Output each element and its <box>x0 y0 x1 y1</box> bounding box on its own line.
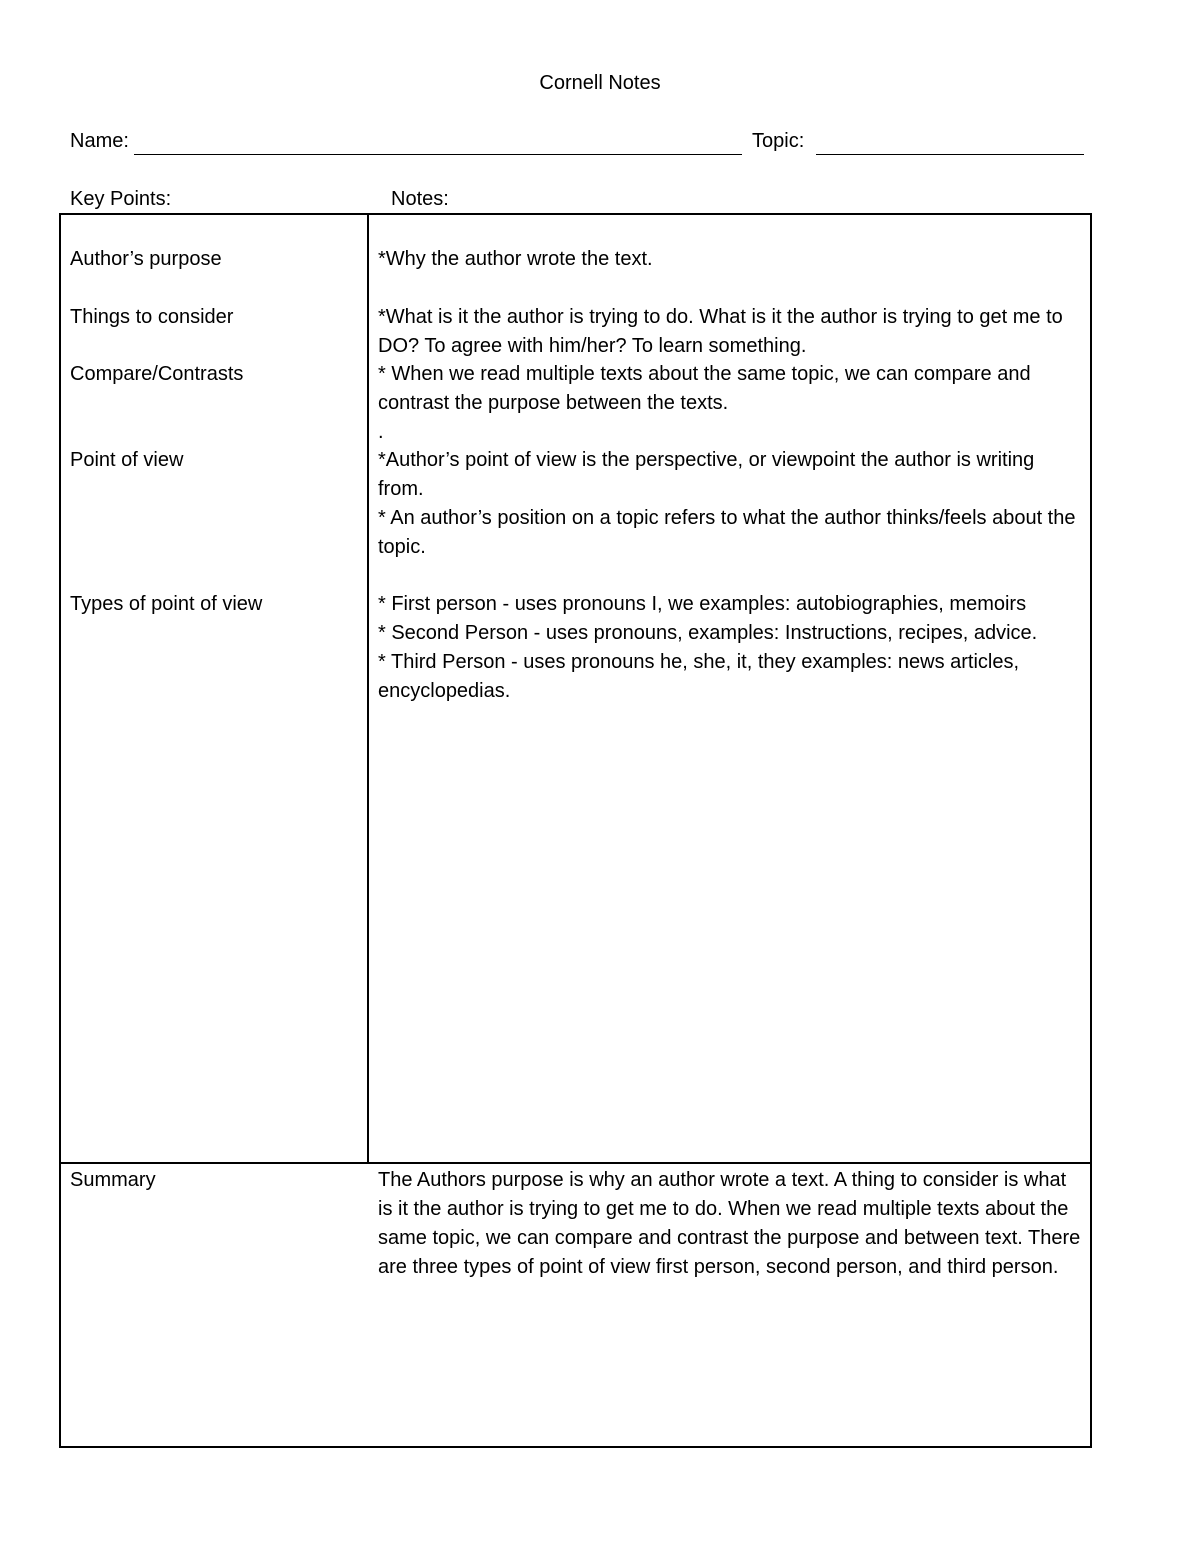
name-label: Name: <box>70 130 129 152</box>
column-divider <box>367 213 369 1163</box>
summary-text: The Authors purpose is why an author wrote a text. A thing to consider is what is it the author is trying to get me to do. When we read multiple texts about the same topic, we can compare and contrast the purpose and between text. There are three types of point of view first person, second person, and third person. <box>378 1169 1081 1278</box>
key-point: Things to consider <box>70 306 234 328</box>
key-points-header: Key Points: <box>70 188 172 210</box>
note-line: . <box>378 421 384 443</box>
notes-header: Notes: <box>391 188 449 210</box>
note-line: * First person - uses pronouns I, we examples: autobiographies, memoirs <box>378 593 1027 615</box>
note-block <box>378 360 1083 447</box>
note-line: *Author’s point of view is the perspective, or viewpoint the author is writing from. <box>378 449 1035 500</box>
topic-field-line[interactable] <box>816 154 1084 155</box>
key-point: Point of view <box>70 449 184 471</box>
note-line: * Second Person - uses pronouns, examples: Instructions, recipes, advice. <box>378 622 1038 644</box>
page-title: Cornell Notes <box>539 72 661 94</box>
key-point: Author’s purpose <box>70 248 222 270</box>
name-field-line[interactable] <box>134 154 742 155</box>
note-line: * An author’s position on a topic refers to what the author thinks/feels about the topic. <box>378 507 1076 558</box>
summary-label: Summary <box>70 1169 156 1191</box>
key-point: Types of point of view <box>70 593 263 615</box>
note-block <box>378 446 1083 562</box>
summary-divider <box>59 1162 1092 1164</box>
note-block <box>378 245 1083 274</box>
note-line: * When we read multiple texts about the same topic, we can compare and contrast the purpose between the texts. <box>378 363 1031 414</box>
note-line: * Third Person - uses pronouns he, she, it, they examples: news articles, encyclopedias. <box>378 651 1020 702</box>
note-block <box>378 303 1083 361</box>
topic-label: Topic: <box>752 130 805 152</box>
key-point: Compare/Contrasts <box>70 363 244 385</box>
note-line: *Why the author wrote the text. <box>378 248 653 270</box>
note-block <box>378 590 1083 706</box>
note-line: *What is it the author is trying to do. What is it the author is trying to get me to DO? To agree with him/her? To learn something. <box>378 306 1063 357</box>
